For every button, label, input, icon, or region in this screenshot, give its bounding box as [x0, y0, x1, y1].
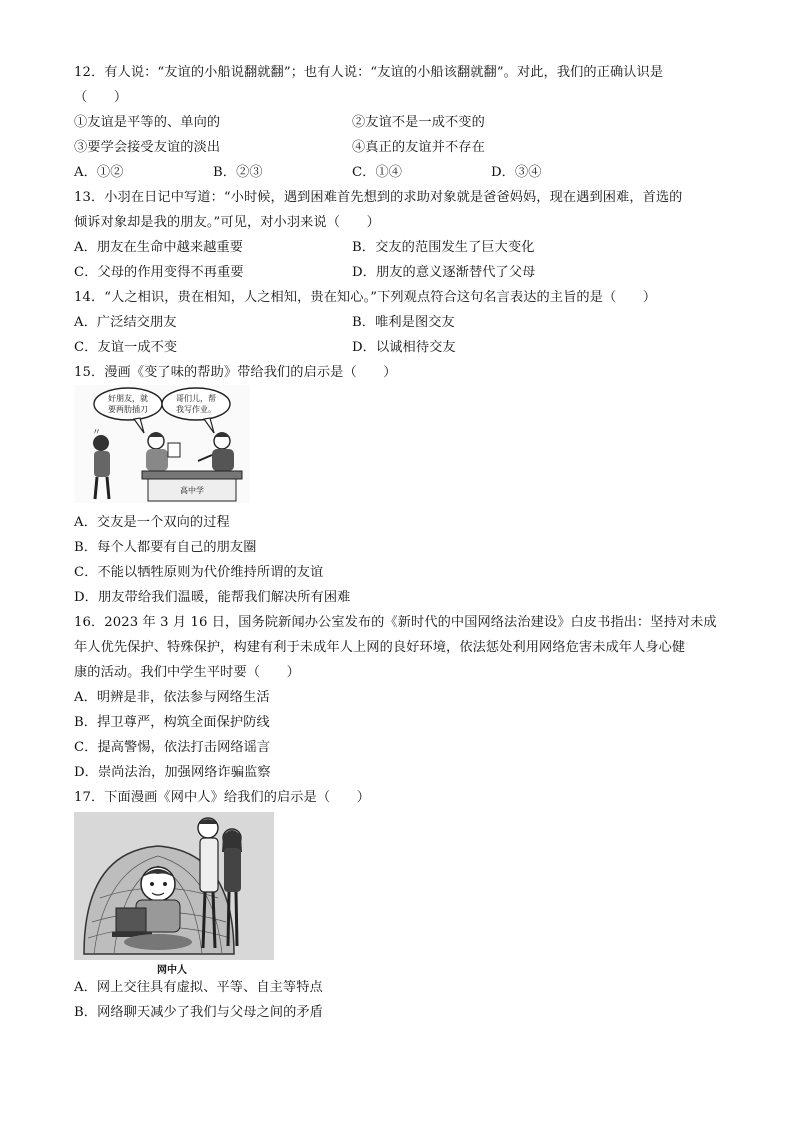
- q14-option-d[interactable]: D．以诚相待交友: [352, 340, 456, 355]
- q17-stem: 17．下面漫画《网中人》给我们的启示是（ ）: [74, 790, 371, 805]
- q15-cartoon: [74, 385, 250, 503]
- q17-cartoon: [74, 812, 274, 978]
- q16-option-d[interactable]: D．崇尚法治，加强网络诈骗监察: [74, 765, 271, 780]
- q13-option-b[interactable]: B．交友的范围发生了巨大变化: [352, 240, 535, 255]
- q16-option-a[interactable]: A．明辨是非，依法参与网络生活: [74, 690, 270, 705]
- q12-stem-line1: 12．有人说：“友谊的小船说翻就翻”；也有人说：“友谊的小船该翻就翻”。对此，我们的正确认识是: [74, 65, 664, 80]
- q15-bubble-right-line2: 我写作业。: [176, 405, 216, 414]
- q13-stem-line2: 倾诉对象却是我的朋友。”可见，对小羽来说（ ）: [74, 215, 380, 230]
- svg-text:〃: 〃: [92, 428, 102, 438]
- q16-option-c[interactable]: C．提高警惕，依法打击网络谣言: [74, 740, 271, 755]
- q13-option-d[interactable]: D．朋友的意义逐渐替代了父母: [352, 265, 536, 280]
- q12-item-4: ④真正的友谊并不存在: [352, 140, 485, 155]
- q12-option-d[interactable]: D．③④: [491, 165, 542, 180]
- q15-bubble-left-line2: 要两肋插刀: [108, 405, 148, 414]
- q15-bubble-right-line1: 哥们儿，帮: [176, 394, 216, 403]
- q12-item-2: ②友谊不是一成不变的: [352, 115, 485, 130]
- q14-stem: 14．“人之相识，贵在相知，人之相知，贵在知心。”下列观点符合这句名言表达的主旨的是（ ）: [74, 290, 657, 305]
- q17-cartoon-caption: 网中人: [157, 965, 187, 976]
- q13-option-c[interactable]: C．父母的作用变得不再重要: [74, 265, 244, 280]
- q15-stem: 15．漫画《变了味的帮助》带给我们的启示是（ ）: [74, 365, 397, 380]
- q15-option-c[interactable]: C．不能以牺牲原则为代价维持所谓的友谊: [74, 565, 324, 580]
- q12-item-1: ①友谊是平等的、单向的: [74, 115, 221, 130]
- q15-option-d[interactable]: D．朋友带给我们温暖，能帮我们解决所有困难: [74, 590, 351, 605]
- q12-option-c[interactable]: C．①④: [352, 165, 403, 180]
- q12-option-a[interactable]: A．①②: [74, 165, 124, 180]
- q12-stem-line2: （ ）: [74, 90, 128, 105]
- q14-option-a[interactable]: A．广泛结交朋友: [74, 315, 177, 330]
- q16-stem-line3: 康的活动。我们中学生平时要（ ）: [74, 665, 300, 680]
- q12-item-3: ③要学会接受友谊的淡出: [74, 140, 221, 155]
- q15-desk-label: 高中学: [180, 486, 204, 495]
- q12-option-b[interactable]: B．②③: [213, 165, 263, 180]
- q16-stem-line2: 年人优先保护、特殊保护，构建有利于未成年人上网的良好环境，依法惩处利用网络危害未成年人身心健: [74, 640, 686, 655]
- q17-option-a[interactable]: A．网上交往具有虚拟、平等、自主等特点: [74, 980, 323, 995]
- q15-option-a[interactable]: A．交友是一个双向的过程: [74, 515, 230, 530]
- q14-option-c[interactable]: C．友谊一成不变: [74, 340, 178, 355]
- q13-stem-line1: 13．小羽在日记中写道：“小时候，遇到困难首先想到的求助对象就是爸爸妈妈，现在遇到困难，首选的: [74, 190, 683, 205]
- q15-bubble-left-line1: 好朋友，就: [108, 394, 148, 403]
- q17-option-b[interactable]: B．网络聊天减少了我们与父母之间的矛盾: [74, 1005, 323, 1020]
- q15-option-b[interactable]: B．每个人都要有自己的朋友圈: [74, 540, 257, 555]
- q13-option-a[interactable]: A．朋友在生命中越来越重要: [74, 240, 244, 255]
- q16-option-b[interactable]: B．捍卫尊严，构筑全面保护防线: [74, 715, 270, 730]
- q14-option-b[interactable]: B．唯利是图交友: [352, 315, 455, 330]
- q16-stem-line1: 16．2023 年 3 月 16 日，国务院新闻办公室发布的《新时代的中国网络法治建设》白皮书指出：坚持对未成: [74, 615, 717, 630]
